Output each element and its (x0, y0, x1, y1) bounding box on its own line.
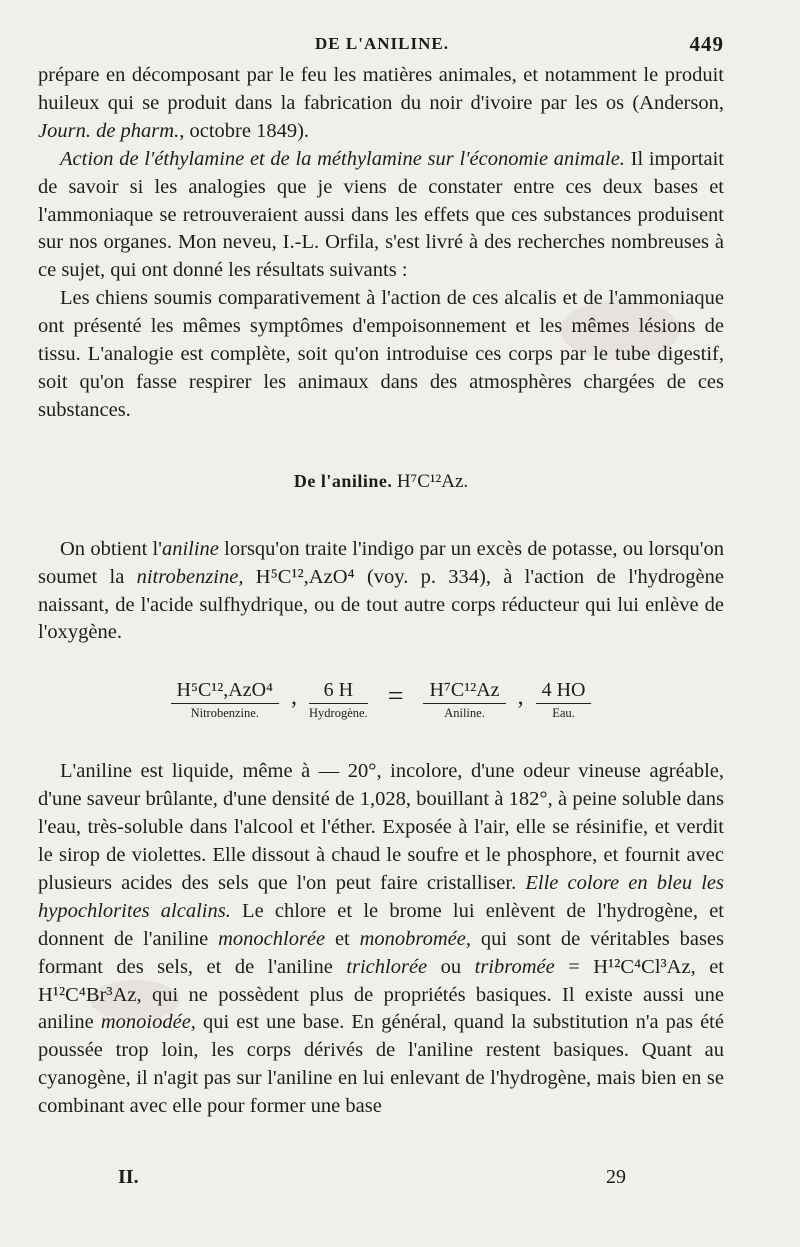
text-run: Le chlore et le brome lui enlèvent de l'hydrogène, et donnent de l'aniline (38, 899, 724, 950)
paragraph-properties (38, 758, 724, 1121)
italic-sentence: Elle colore en bleu les hypochlorites alcalins. (38, 871, 724, 922)
paragraph-action (38, 146, 724, 286)
term-formula: H⁵C¹²,AzO⁴ (171, 678, 279, 704)
volume-mark: II. (118, 1166, 139, 1188)
italic-term: tribromée (474, 955, 555, 978)
text-run: qui sont de véritables bases formant des sels, et de l'aniline (38, 927, 725, 978)
term-label: Aniline. (444, 706, 485, 721)
term-formula: 4 HO (536, 678, 592, 704)
section-formula: H⁷C¹²Az. (396, 470, 469, 492)
page-number: 449 (689, 32, 724, 56)
equation-equals: = (387, 681, 404, 713)
equation-term (532, 678, 596, 722)
text-run: On obtient l' (60, 537, 162, 560)
text-run: et (325, 927, 360, 950)
text-run: H⁵C¹²,AzO⁴ (voy. p. 334), à l'action de l'hydrogène naissant, de l'acide sulfhydrique, ou de tout autre corps réducteur qui lui enlève de l'oxygène. (38, 565, 725, 644)
text-run: ou (427, 955, 475, 978)
equation-term (305, 678, 372, 722)
paragraph-continuation (38, 62, 724, 146)
text-run: lorsqu'on traite l'indigo par un excès de potasse, ou lorsqu'on soumet la (38, 537, 724, 588)
page-footer (0, 1166, 800, 1192)
text-run: prépare en décomposant par le feu les matières animales, et notamment le produit huileux qui se produit dans la fabrication du noir d'ivoire par les os (Anderson, (38, 64, 724, 114)
equation-term (167, 678, 283, 722)
italic-term: nitrobenzine, (136, 565, 244, 588)
italic-term: aniline (161, 537, 219, 560)
text-run: qui est une base. En général, quand la substitution n'a pas été poussée trop loin, les corps dérivés de l'aniline restent basiques. Quant au cyanogène, il n'agit pas sur l'aniline en lui enlevant de l'hydrogène, mais bien en se combinant avec elle pour former une base (38, 1011, 724, 1118)
italic-term: monobromée, (359, 927, 472, 950)
term-formula: 6 H (309, 678, 368, 704)
paragraph-dogs: Les chiens soumis comparativement à l'action de ces alcalis et de l'ammoniaque ont présenté les mêmes symptômes d'empoisonnement et les mêmes lésions de tissu. L'analogie est complète, soit qu'on introduise ces corps par le tube digestif, soit qu'on fasse respirer les animaux dans des atmosphères chargées de ces substances. (38, 287, 724, 421)
running-header (40, 34, 724, 60)
text-run: L'aniline est liquide, même à — 20°, incolore, d'une odeur vineuse agréable, d'une saveur brûlante, d'une densité de 1,028, bouillant à 182°, à peine soluble dans l'eau, très-soluble dans l'alcool et l'éther. Exposée à l'air, elle se résinifie, et verdit le sirop de violettes. Elle dissout à chaud le soufre et le phosphore, et fournit avec plusieurs acides des sels que l'on peut faire cristalliser. (38, 760, 724, 894)
italic-lead: Action de l'éthylamine et de la méthylamine sur l'économie animale. (60, 147, 625, 170)
paragraph-obtain (38, 536, 724, 648)
equation-separator: , (291, 684, 298, 711)
text-run: Il importait de savoir si les analogies que je viens de constater entre ces deux bases et l'ammoniaque se retrouveraient aussi dans les effets que ces substances produisent sur nos organes. Mon neveu, I.-L. Orfila, s'est livré à des recherches nombreuses à ce sujet, qui ont donné les résultats suivants : (38, 147, 724, 282)
journal-citation: Journ. de pharm. (38, 119, 180, 142)
term-label: Eau. (552, 706, 575, 721)
italic-term: monochlorée (218, 927, 326, 950)
text-run: = H¹²C⁴Cl³Az, et H¹²C⁴Br³Az, qui ne possèdent plus de propriétés basiques. Il existe aussi une aniline (38, 955, 724, 1034)
term-label: Hydrogène. (309, 706, 368, 721)
section-title: De l'aniline. (293, 470, 393, 491)
signature-mark: 29 (606, 1166, 626, 1188)
equation-separator: , (517, 684, 524, 711)
chemical-equation (38, 678, 724, 732)
section-heading (38, 468, 724, 496)
italic-term: monoiodée, (100, 1011, 196, 1034)
term-formula: H⁷C¹²Az (423, 678, 505, 704)
body-text (38, 62, 724, 1121)
italic-term: trichlorée (346, 955, 428, 978)
text-run: , octobre 1849). (179, 119, 310, 142)
term-label: Nitrobenzine. (190, 706, 259, 721)
running-title: DE L'ANILINE. (315, 34, 449, 53)
equation-term (419, 678, 509, 722)
